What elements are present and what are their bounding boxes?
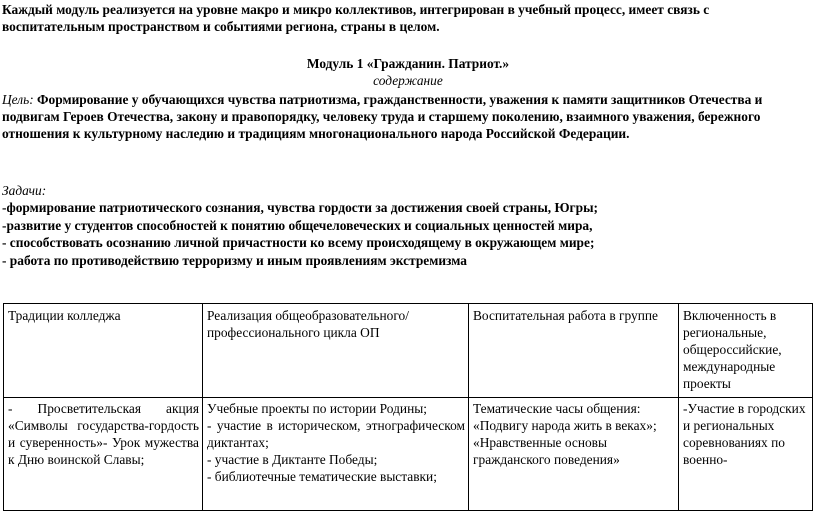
cell-line: - участие в историческом, этнографическом диктантах; bbox=[207, 418, 465, 450]
header-regional-projects: Включенность в региональные, общероссийские, международные проекты bbox=[679, 304, 813, 398]
table-header-row bbox=[4, 304, 813, 398]
tasks-list bbox=[2, 199, 598, 269]
module-subtitle: содержание bbox=[373, 73, 443, 88]
cell-program-implementation bbox=[203, 398, 469, 511]
task-item: -развитие у студентов способностей к понятию общечеловеческих и социальных ценностей мира, bbox=[2, 217, 593, 233]
header-program-implementation: Реализация общеобразовательного/ профессионального цикла ОП bbox=[203, 304, 469, 398]
goal-text: Формирование у обучающихся чувства патриотизма, гражданственности, уважения к памяти защитников Отечества и подвигам Героев Отечества, закону и правопорядку, человеку труда и старшему поколению, взаимного уважения, бережного отношения к культурному наследию и традициям многонационального народа Российской Федерации. bbox=[2, 92, 763, 141]
cell-line: «Нравственные основы гражданского поведения» bbox=[473, 435, 620, 467]
cell-group-education bbox=[469, 398, 679, 511]
module-title: Модуль 1 «Гражданин. Патриот.» bbox=[306, 56, 510, 71]
cell-line: «Подвигу народа жить в веках»; bbox=[473, 418, 657, 433]
header-college-traditions: Традиции колледжа bbox=[4, 304, 203, 398]
module-table bbox=[3, 303, 813, 511]
cell-regional-projects: -Участие в городских и региональных соревнованиях по военно- bbox=[679, 398, 813, 511]
goal-paragraph bbox=[2, 91, 808, 142]
cell-line: - библиотечные тематические выставки; bbox=[207, 469, 437, 484]
header-group-education: Воспитательная работа в группе bbox=[469, 304, 679, 398]
task-item: - работа по противодействию терроризму и иным проявлениям экстремизма bbox=[2, 252, 467, 268]
tasks-label: Задачи: bbox=[2, 183, 47, 198]
intro-paragraph: Каждый модуль реализуется на уровне макро и микро коллективов, интегрирован в учебный процесс, имеет связь с воспитательным пространством и событиями региона, страны в целом. bbox=[2, 2, 710, 34]
goal-label: Цель: bbox=[2, 92, 34, 107]
task-item: - способствовать осознанию личной причастности ко всему происходящему в окружающем мире; bbox=[2, 235, 595, 250]
task-item: -формирование патриотического сознания, чувства гордости за достижения своей страны, Югры; bbox=[2, 200, 598, 215]
cell-line: Тематические часы общения: bbox=[473, 401, 641, 416]
cell-line: Учебные проекты по истории Родины; bbox=[207, 401, 427, 416]
cell-line: - участие в Диктанте Победы; bbox=[207, 452, 378, 467]
cell-college-traditions: - Просветительская акция «Символы государства-гордость и суверенность»- Урок мужества к Дню воинской Славы; bbox=[4, 398, 203, 511]
table-row bbox=[4, 398, 813, 511]
